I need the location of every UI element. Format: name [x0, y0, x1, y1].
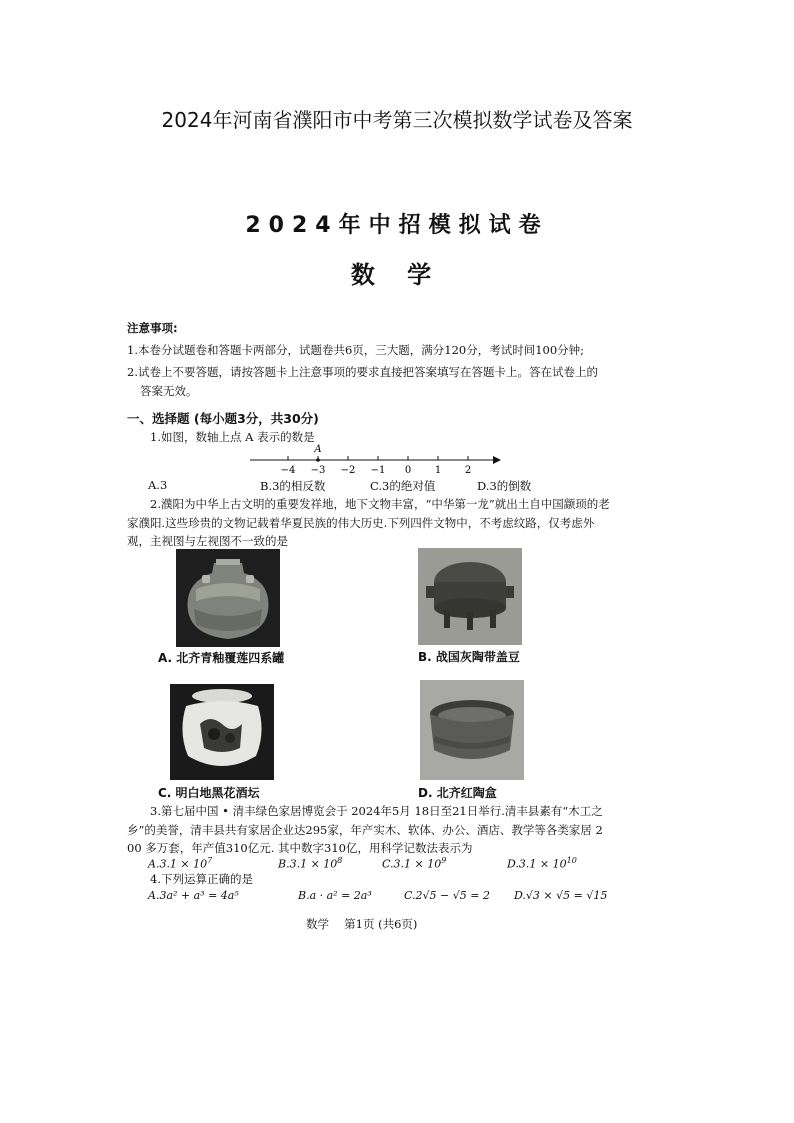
number-line-tick-label: 0: [404, 465, 412, 476]
notice-heading: 注意事项:: [127, 321, 178, 335]
number-line-tick-label: −2: [340, 465, 356, 476]
q4-option-a: A.3a² + a³ = 4a⁵: [148, 889, 239, 902]
q2-line-3: 观，主视图与左视图不一致的是: [127, 534, 288, 548]
q3-line-2: 乡”的美誉，清丰县共有家居企业达295家，年产实木、软体、办公、酒店、教学等各类家居 2: [127, 823, 603, 837]
q1-option-c: C.3的绝对值: [370, 479, 436, 493]
q3-option-d: $D.3.1 \times 10^{10}$: [507, 856, 577, 871]
notice-item-1: 1.本卷分试题卷和答题卡两部分，试题卷共6页，三大题，满分120分，考试时间100分钟;: [127, 343, 585, 357]
caption-a: A. 北齐青釉覆莲四系罐: [158, 651, 285, 665]
q1-option-a: A.3: [148, 478, 168, 492]
q1-option-b: B.3的相反数: [260, 479, 326, 493]
caption-b: B. 战国灰陶带盖豆: [418, 650, 520, 664]
number-line-point-a: [316, 458, 320, 462]
document-title: 2024年河南省濮阳市中考第三次模拟数学试卷及答案: [161, 108, 633, 132]
page-footer: 数学 第1页 (共6页): [306, 917, 418, 931]
number-line-tick-label: −4: [280, 465, 296, 476]
q2-line-2: 家濮阳.这些珍贵的文物记载着华夏民族的伟大历史.下列四件文物中，不考虑纹路，仅考虑外: [127, 516, 595, 530]
notice-item-2-line-1: 2.试卷上不要答题，请按答题卡上注意事项的要求直接把答案填写在答题卡上。答在试卷上的: [127, 365, 598, 379]
number-line-tick-label: −1: [370, 465, 386, 476]
notice-item-2-line-2: 答案无效。: [140, 384, 198, 398]
q4-stem: 4.下列运算正确的是: [150, 872, 253, 886]
q1-stem: 1.如图，数轴上点 A 表示的数是: [150, 430, 315, 444]
photo-pottery-box: [420, 680, 524, 780]
q4-option-d: D.√3 × √5 = √15: [514, 889, 608, 902]
photo-covered-dou: [418, 548, 522, 645]
q3-option-c: $C.3.1 \times 10^9$: [382, 856, 447, 871]
number-line-arrow: [493, 456, 501, 464]
section-heading: 一、选择题 (每小题3分，共30分): [127, 411, 319, 426]
q3-option-b: $B.3.1 \times 10^8$: [278, 856, 343, 871]
wine-jar-image: [170, 684, 274, 780]
number-line-tick-label: −3: [310, 465, 326, 476]
q3-line-1: 3.第七届中国 • 清丰绿色家居博览会于 2024年5月 18日至21日举行.清丰县素有“木工之: [150, 804, 603, 818]
celadon-jar-image: [176, 549, 280, 647]
q3-option-a: $A.3.1 \times 10^7$: [148, 856, 213, 871]
q4-option-c: C.2√5 − √5 = 2: [404, 889, 490, 902]
covered-dou-image: [418, 548, 522, 645]
number-line-tick-label: 1: [434, 465, 442, 476]
q3-line-3: 00 多万套，年产值310亿元. 其中数字310亿，用科学记数法表示为: [127, 841, 473, 855]
number-line-tick-label: 2: [464, 465, 472, 476]
caption-d: D. 北齐红陶盒: [418, 786, 497, 800]
subject-title: 数 学: [350, 261, 444, 289]
photo-wine-jar: [170, 684, 274, 780]
number-line: [245, 440, 505, 476]
exam-title: 2024年中招模拟试卷: [245, 213, 549, 238]
pottery-box-image: [420, 680, 524, 780]
number-line-point-label: A: [314, 444, 322, 455]
q2-line-1: 2.濮阳为中华上古文明的重要发祥地，地下文物丰富，“中华第一龙”就出土自中国颛顼的老: [150, 497, 610, 511]
photo-jar-celadon: [176, 549, 280, 647]
q1-option-d: D.3的倒数: [477, 479, 532, 493]
caption-c: C. 明白地黑花酒坛: [158, 786, 260, 800]
q4-option-b: B.a · a² = 2a³: [298, 889, 372, 902]
